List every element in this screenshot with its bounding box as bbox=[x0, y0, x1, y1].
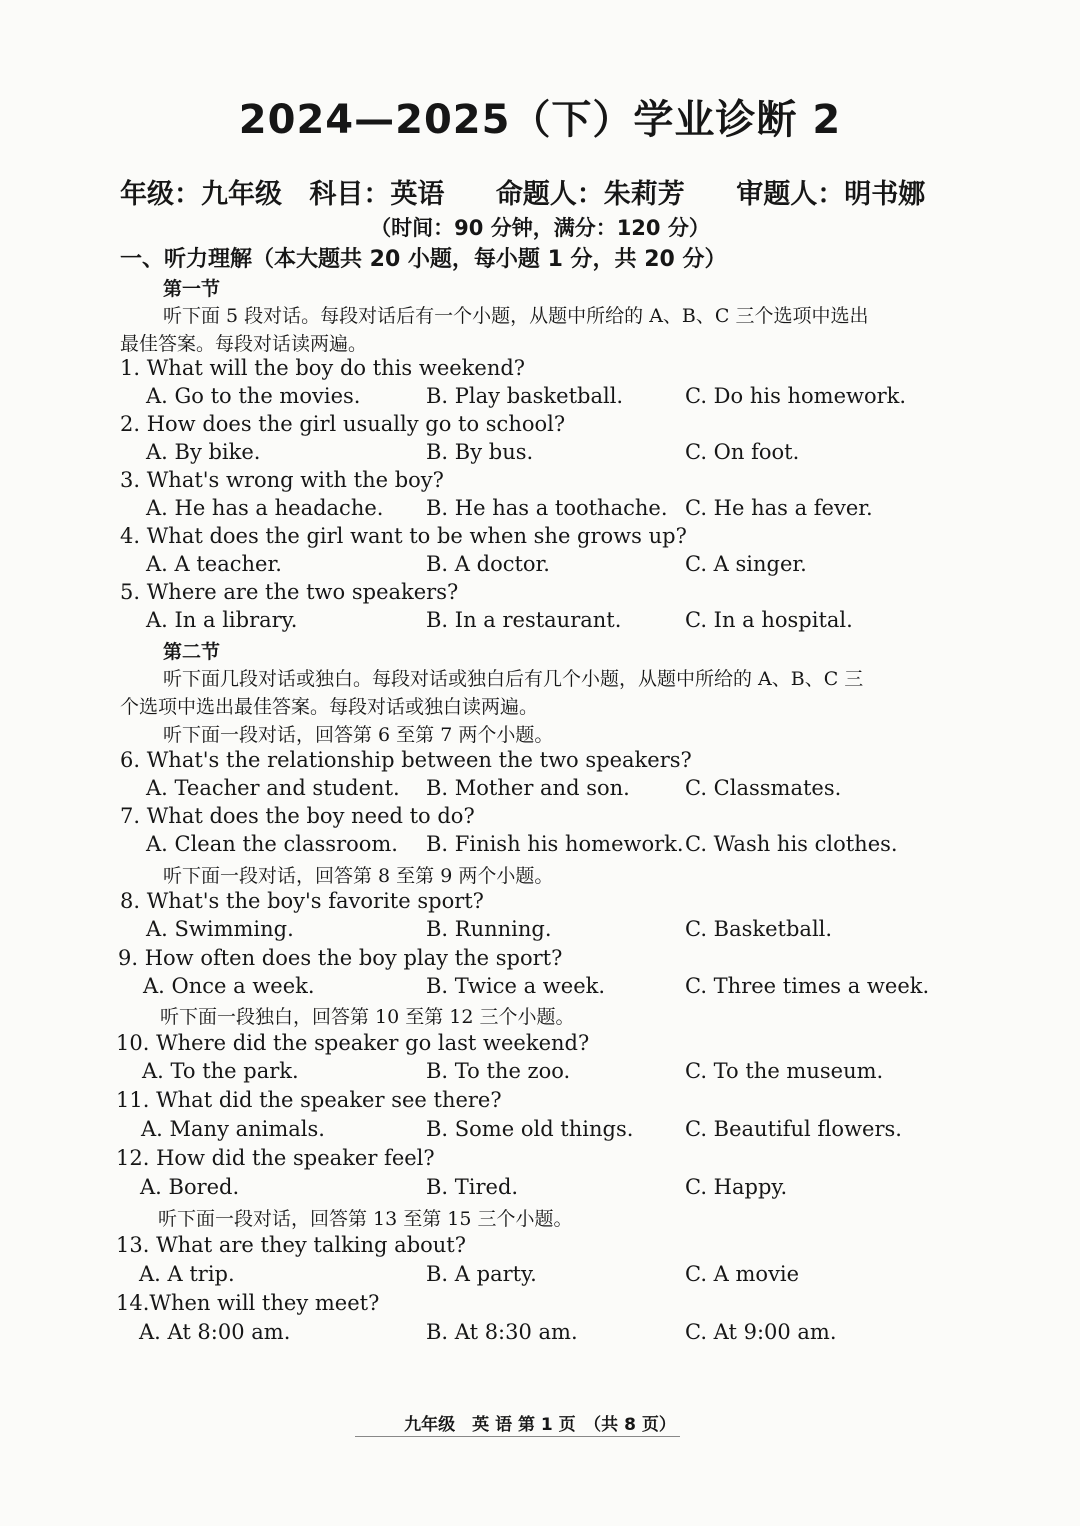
question-12: 12. How did the speaker feel? bbox=[116, 1146, 435, 1170]
question-5-option-b: B. In a restaurant. bbox=[426, 608, 622, 632]
question-8-option-b: B. Running. bbox=[426, 917, 552, 941]
question-13-option-c: C. A movie bbox=[685, 1262, 800, 1286]
question-8-option-c: C. Basketball. bbox=[685, 917, 833, 941]
part-1-instruction-line1: 听下面 5 段对话。每段对话后有一个小题，从题中所给的 A、B、C 三个选项中选出 bbox=[163, 305, 869, 327]
question-7-option-a: A. Clean the classroom. bbox=[146, 832, 398, 856]
question-1-option-c: C. Do his homework. bbox=[685, 384, 907, 408]
question-12-option-c: C. Happy. bbox=[685, 1175, 788, 1199]
question-5: 5. Where are the two speakers? bbox=[120, 580, 459, 604]
question-9-option-b: B. Twice a week. bbox=[426, 974, 606, 998]
question-11: 11. What did the speaker see there? bbox=[116, 1088, 502, 1112]
question-4: 4. What does the girl want to be when she grows up? bbox=[120, 524, 687, 548]
question-5-option-c: C. In a hospital. bbox=[685, 608, 853, 632]
question-3-option-a: A. He has a headache. bbox=[146, 496, 384, 520]
question-12-option-a: A. Bored. bbox=[140, 1175, 240, 1199]
question-2: 2. How does the girl usually go to school? bbox=[120, 412, 566, 436]
question-1: 1. What will the boy do this weekend? bbox=[120, 356, 526, 380]
question-10-option-b: B. To the zoo. bbox=[426, 1059, 571, 1083]
page-footer: 九年级 英 语 第 1 页 （共 8 页） bbox=[404, 1415, 676, 1435]
question-3: 3. What's wrong with the boy? bbox=[120, 468, 444, 492]
exam-title: 2024—2025（下）学业诊断 2 bbox=[238, 97, 842, 143]
question-13-option-b: B. A party. bbox=[426, 1262, 537, 1286]
question-7-option-b: B. Finish his homework. bbox=[426, 832, 684, 856]
question-2-option-c: C. On foot. bbox=[685, 440, 800, 464]
reviewer-label: 审题人：明书娜 bbox=[736, 179, 926, 210]
question-11-option-c: C. Beautiful flowers. bbox=[685, 1117, 902, 1141]
question-3-option-b: B. He has a toothache. bbox=[426, 496, 668, 520]
sub-instruction-6-7: 听下面一段对话，回答第 6 至第 7 两个小题。 bbox=[163, 724, 554, 746]
part-2-instruction-line2: 个选项中选出最佳答案。每段对话或独白读两遍。 bbox=[120, 696, 539, 718]
question-5-option-a: A. In a library. bbox=[146, 608, 298, 632]
question-6: 6. What's the relationship between the two speakers? bbox=[120, 748, 692, 772]
part-1-instruction-line2: 最佳答案。每段对话读两遍。 bbox=[120, 333, 368, 355]
question-12-option-b: B. Tired. bbox=[426, 1175, 519, 1199]
author-label: 命题人：朱莉芳 bbox=[495, 179, 685, 210]
question-6-option-a: A. Teacher and student. bbox=[146, 776, 400, 800]
question-1-option-a: A. Go to the movies. bbox=[146, 384, 361, 408]
sub-instruction-13-15: 听下面一段对话，回答第 13 至第 15 三个小题。 bbox=[158, 1208, 573, 1230]
subject-label: 科目：英语 bbox=[309, 179, 445, 210]
question-7: 7. What does the boy need to do? bbox=[120, 804, 475, 828]
part-2-label: 第二节 bbox=[163, 641, 221, 663]
part-1-label: 第一节 bbox=[163, 278, 221, 300]
question-10: 10. Where did the speaker go last weekend? bbox=[116, 1031, 590, 1055]
question-14-option-c: C. At 9:00 am. bbox=[685, 1320, 837, 1344]
question-8-option-a: A. Swimming. bbox=[146, 917, 294, 941]
footer-underline bbox=[355, 1436, 680, 1437]
exam-meta bbox=[120, 172, 943, 211]
question-4-option-b: B. A doctor. bbox=[426, 552, 550, 576]
question-8: 8. What's the boy's favorite sport? bbox=[120, 889, 484, 913]
question-6-option-b: B. Mother and son. bbox=[426, 776, 630, 800]
question-2-option-a: A. By bike. bbox=[146, 440, 261, 464]
question-13: 13. What are they talking about? bbox=[116, 1233, 466, 1257]
question-6-option-c: C. Classmates. bbox=[685, 776, 842, 800]
question-9-option-a: A. Once a week. bbox=[143, 974, 315, 998]
question-14: 14.When will they meet? bbox=[116, 1291, 380, 1315]
question-2-option-b: B. By bus. bbox=[426, 440, 534, 464]
question-14-option-a: A. At 8:00 am. bbox=[139, 1320, 291, 1344]
question-9-option-c: C. Three times a week. bbox=[685, 974, 930, 998]
question-9: 9. How often does the boy play the sport? bbox=[118, 946, 563, 970]
question-11-option-b: B. Some old things. bbox=[426, 1117, 634, 1141]
question-4-option-a: A. A teacher. bbox=[146, 552, 282, 576]
sub-instruction-10-12: 听下面一段独白，回答第 10 至第 12 三个小题。 bbox=[160, 1006, 575, 1028]
question-3-option-c: C. He has a fever. bbox=[685, 496, 873, 520]
question-11-option-a: A. Many animals. bbox=[141, 1117, 325, 1141]
section-heading: 一、听力理解（本大题共 20 小题，每小题 1 分，共 20 分） bbox=[120, 247, 727, 272]
question-1-option-b: B. Play basketball. bbox=[426, 384, 624, 408]
part-2-instruction-line1: 听下面几段对话或独白。每段对话或独白后有几个小题，从题中所给的 A、B、C 三 bbox=[163, 668, 864, 690]
time-info: （时间：90 分钟，满分：120 分） bbox=[370, 216, 710, 240]
grade-label: 年级：九年级 bbox=[120, 179, 282, 210]
question-13-option-a: A. A trip. bbox=[139, 1262, 235, 1286]
question-10-option-a: A. To the park. bbox=[142, 1059, 299, 1083]
question-10-option-c: C. To the museum. bbox=[685, 1059, 884, 1083]
question-14-option-b: B. At 8:30 am. bbox=[426, 1320, 578, 1344]
sub-instruction-8-9: 听下面一段对话，回答第 8 至第 9 两个小题。 bbox=[163, 865, 554, 887]
question-4-option-c: C. A singer. bbox=[685, 552, 807, 576]
question-7-option-c: C. Wash his clothes. bbox=[685, 832, 898, 856]
